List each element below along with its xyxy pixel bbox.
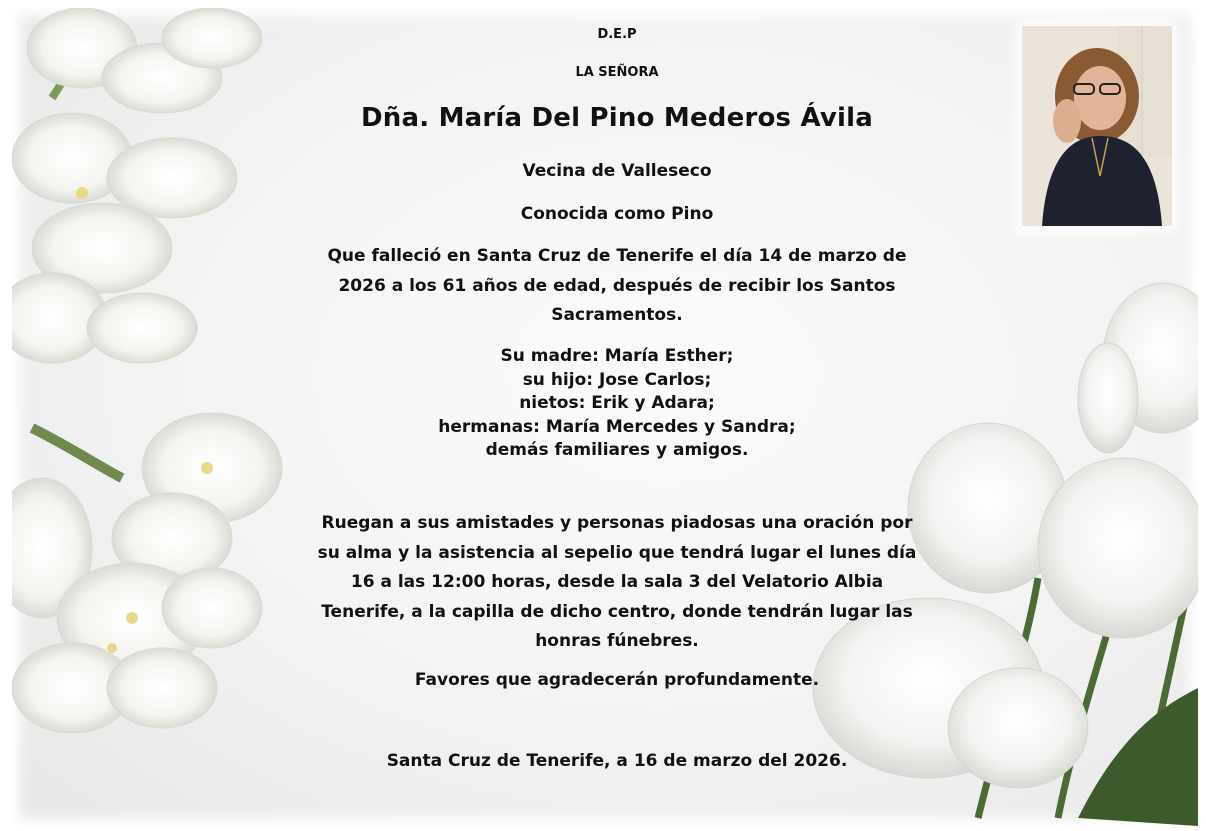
family-line: nietos: Erik y Adara; bbox=[519, 393, 715, 413]
white-flowers-left-image bbox=[12, 8, 312, 826]
death-line: Sacramentos. bbox=[551, 305, 683, 325]
family-line: hermanas: María Mercedes y Sandra; bbox=[438, 416, 796, 437]
nickname-line: Conocida como Pino bbox=[520, 204, 714, 224]
death-line: Que falleció en Santa Cruz de Tenerife el día 14 de marzo de bbox=[327, 246, 907, 266]
place-date-line: Santa Cruz de Tenerife, a 16 de marzo del 2026. bbox=[386, 751, 848, 771]
family-line: Su madre: María Esther; bbox=[500, 346, 734, 366]
request-line: 16 a las 12:00 horas, desde la sala 3 del Velatorio Albia bbox=[350, 572, 884, 592]
family-line: su hijo: Jose Carlos; bbox=[522, 369, 712, 390]
family-list bbox=[312, 345, 922, 463]
request-line: Tenerife, a la capilla de dicho centro, donde tendrán lugar las bbox=[321, 601, 913, 622]
family-line: demás familiares y amigos. bbox=[485, 440, 749, 460]
death-paragraph bbox=[312, 242, 922, 331]
request-line: honras fúnebres. bbox=[535, 631, 699, 651]
neighbor-line: Vecina de Valleseco bbox=[522, 161, 712, 181]
request-paragraph bbox=[312, 509, 922, 657]
thanks-line: Favores que agradecerán profundamente. bbox=[414, 670, 820, 690]
request-line: Ruegan a sus amistades y personas piadosas una oración por bbox=[321, 513, 913, 533]
title-label: LA SEÑORA bbox=[575, 65, 659, 80]
request-line: su alma y la asistencia al sepelio que tendrá lugar el lunes día bbox=[317, 542, 917, 563]
deceased-name: Dña. María Del Pino Mederos Ávila bbox=[361, 103, 873, 133]
dep-heading: D.E.P bbox=[597, 27, 637, 42]
obituary-card bbox=[12, 8, 1198, 826]
death-line: 2026 a los 61 años de edad, después de recibir los Santos bbox=[338, 275, 896, 296]
portrait-photo bbox=[1022, 26, 1172, 226]
